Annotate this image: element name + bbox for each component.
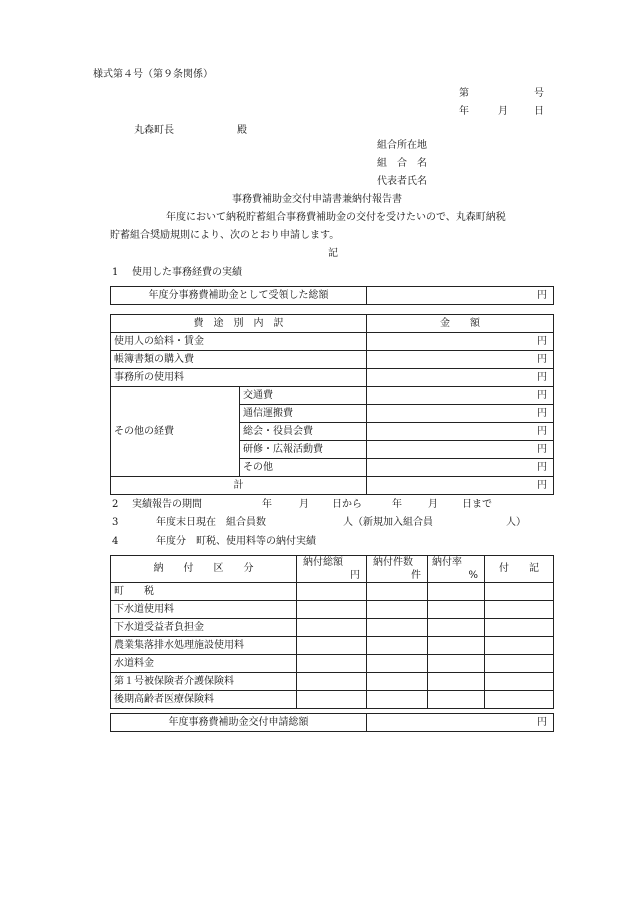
application-total-label: 年度事務費補助金交付申請総額 (111, 714, 367, 732)
yen-unit: 円 (367, 387, 554, 405)
table-row (111, 691, 554, 709)
payment-category: 第１号被保険者介護保険料 (111, 673, 297, 691)
section-2-label: 実績報告の期間 (132, 499, 202, 510)
application-total-unit: 円 (367, 714, 554, 732)
section-4-number: 4 (112, 536, 119, 547)
expense-header-left: 費 途 別 内 訳 (111, 315, 367, 333)
table-row (111, 351, 554, 369)
other-expense-item: その他 (240, 459, 367, 477)
section-3-number: 3 (112, 517, 119, 528)
doc-no-dai: 第 (459, 88, 469, 99)
payment-header-category: 納 付 区 分 (111, 556, 297, 583)
application-total-table (110, 713, 554, 732)
other-expenses-label: その他の経費 (111, 387, 240, 477)
addressee-name: 丸森町長 (134, 125, 174, 136)
yen-unit: 円 (367, 405, 554, 423)
payment-table (110, 555, 554, 709)
doc-no-go: 号 (534, 88, 544, 99)
body-line-2: 貯蓄組合奨励規則により、次のとおり申請します。 (110, 230, 340, 241)
date-hi: 日 (534, 106, 544, 117)
payment-header-rate-label: 納付率 (432, 557, 462, 568)
yen-unit: 円 (367, 423, 554, 441)
expense-table (110, 314, 554, 495)
section-2-nen2: 年 (392, 499, 402, 510)
applicant-location: 組合所在地 (377, 140, 427, 151)
yen-unit: 円 (367, 459, 554, 477)
section-2-from: 日から (332, 499, 362, 510)
section-2-tsuki2: 月 (428, 499, 438, 510)
table-row (111, 387, 554, 405)
section-2-nen: 年 (262, 499, 272, 510)
expense-row-label: 事務所の使用料 (111, 369, 367, 387)
other-expense-item: 研修・広報活動費 (240, 441, 367, 459)
table-row (111, 619, 554, 637)
section-2-number: 2 (112, 499, 119, 510)
table-row (111, 601, 554, 619)
section-3-close: 人） (506, 517, 526, 528)
section-3-label: 年度末日現在 組合員数 (156, 517, 266, 528)
received-total-table (110, 286, 554, 305)
payment-header-amount-label: 納付総額 (303, 557, 343, 568)
payment-header-count (367, 556, 428, 583)
addressee-title: 殿 (237, 125, 247, 136)
expense-row-label: 使用人の給料・賃金 (111, 333, 367, 351)
other-expense-item: 総会・役員会費 (240, 423, 367, 441)
payment-category: 水道料金 (111, 655, 297, 673)
payment-category: 後期高齢者医療保険料 (111, 691, 297, 709)
yen-unit: 円 (367, 441, 554, 459)
date-tsuki: 月 (498, 106, 508, 117)
payment-header-amount-unit: 円 (350, 570, 360, 581)
payment-header-count-unit: 件 (411, 570, 421, 581)
document-title: 事務費補助金交付申請書兼納付報告書 (232, 194, 402, 205)
section-1-title: 使用した事務経費の実績 (132, 267, 242, 278)
table-row (111, 477, 554, 495)
payment-header-amount (297, 556, 367, 583)
payment-header-count-label: 納付件数 (373, 557, 413, 568)
table-row (111, 655, 554, 673)
payment-category: 農業集落排水処理施設使用料 (111, 637, 297, 655)
payment-category: 下水道受益者負担金 (111, 619, 297, 637)
table-row (111, 637, 554, 655)
section-2-tsuki: 月 (299, 499, 309, 510)
table-row (111, 369, 554, 387)
yen-unit: 円 (367, 333, 554, 351)
yen-unit: 円 (367, 477, 554, 495)
yen-unit: 円 (367, 369, 554, 387)
section-4-label: 年度分 町税、使用料等の納付実績 (156, 536, 316, 547)
section-1-number: 1 (112, 267, 119, 278)
payment-header-remarks: 付 記 (485, 556, 554, 583)
table-row (111, 583, 554, 601)
form-number: 様式第４号（第９条関係） (93, 69, 213, 80)
table-row (111, 673, 554, 691)
body-line-1: 年度において納税貯蓄組合事務費補助金の交付を受けたいので、丸森町納税 (166, 212, 506, 223)
date-nen: 年 (459, 106, 469, 117)
applicant-representative: 代表者氏名 (377, 176, 427, 187)
payment-header-rate-unit: % (468, 570, 478, 581)
expense-row-label: 帳簿書類の購入費 (111, 351, 367, 369)
section-3-members-unit: 人（新規加入組合員 (343, 517, 433, 528)
ki-label: 記 (328, 248, 338, 259)
section-2-to: 日まで (462, 499, 492, 510)
payment-header-rate (428, 556, 485, 583)
received-total-label: 年度分事務費補助金として受領した総額 (111, 287, 367, 305)
payment-category: 下水道使用料 (111, 601, 297, 619)
other-expense-item: 交通費 (240, 387, 367, 405)
received-total-unit: 円 (367, 287, 554, 305)
payment-category: 町 税 (111, 583, 297, 601)
expense-header-right: 金 額 (367, 315, 554, 333)
applicant-union-name: 組 合 名 (377, 158, 427, 169)
other-expense-item: 通信運搬費 (240, 405, 367, 423)
expense-total-label: 計 (111, 477, 367, 495)
table-row (111, 333, 554, 351)
yen-unit: 円 (367, 351, 554, 369)
